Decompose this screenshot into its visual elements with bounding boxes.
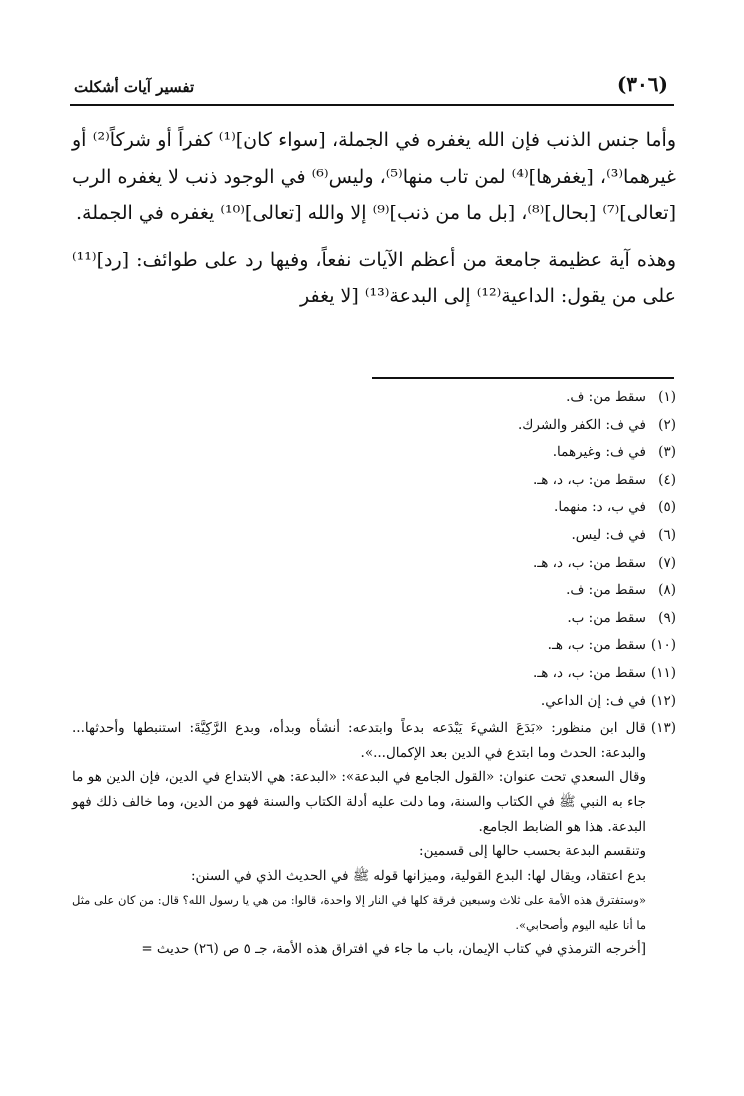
footnote-number: (٢) xyxy=(658,416,676,433)
footnote-text: في ب، د: منهما. xyxy=(554,499,646,516)
footnote-text: في ف: إن الداعي. xyxy=(540,692,646,709)
footnote-line: قال ابن منظور: «بَدَعَ الشيءَ يَبْدَعه بدعاً وابتدعه: أنشأه وبدأه، وبدع الرَّكِيَّةَ: استنبطها وأحدثها... والبدعة: الحدث وما ابتدع في الدين بعد الإكمال...». xyxy=(72,720,646,761)
footnote-number: (١) xyxy=(658,389,676,405)
footnote-text: سقط من: ف. xyxy=(566,582,646,599)
footnote xyxy=(72,688,676,716)
footnote-text: سقط من: ب، هـ. xyxy=(547,637,646,654)
footnote-number: (٦) xyxy=(658,526,676,543)
main-text xyxy=(72,122,676,315)
footnote xyxy=(72,467,676,495)
page-number: (٣٠٦) xyxy=(616,72,668,96)
footnote-text: في ف: ليس. xyxy=(571,526,646,543)
footnote-number: (٨) xyxy=(658,582,676,599)
footnote-number: (٥) xyxy=(658,499,676,516)
paragraph: وهذه آية عظيمة جامعة من أعظم الآيات نفعاً، وفيها رد على طوائف: [رد]⁽¹¹⁾ على من يقول: الداعية⁽¹²⁾ إلى البدعة⁽¹³⁾ [لا يغفر xyxy=(72,248,676,307)
footnote-number: (٧) xyxy=(658,554,676,571)
footnote-line: «وستفترق هذه الأمة على ثلاث وسبعين فرقة كلها في النار إلا واحدة، قالوا: من هي يا رسول الله؟ قال: من كان على مثل ما أنا عليه اليوم وأصحابي». xyxy=(72,893,646,932)
footnote-text: سقط من: ب. xyxy=(567,609,646,626)
footnote-number: (٤) xyxy=(658,471,676,488)
footnote xyxy=(72,605,676,633)
footnote-number: (٩) xyxy=(658,609,676,626)
footnote-text: سقط من: ب، د، هـ. xyxy=(533,471,646,488)
footnote xyxy=(72,494,676,522)
footnote-text: سقط من: ب، د، هـ. xyxy=(533,664,646,681)
footnote-number: (١٠) xyxy=(650,637,676,654)
footnote-text: في ف: وغيرهما. xyxy=(552,444,646,461)
running-title: تفسير آيات أشكلت xyxy=(74,78,195,96)
footnote xyxy=(72,577,676,605)
footnote-line: بدع اعتقاد، ويقال لها: البدع القولية، وميزانها قوله ﷺ في الحديث الذي في السنن: xyxy=(190,867,646,884)
footnote-separator xyxy=(372,377,674,379)
footnote-number: (٣) xyxy=(658,444,676,461)
footnote-number: (١٢) xyxy=(650,692,676,709)
footnote-line: [أخرجه الترمذي في كتاب الإيمان، باب ما جاء في افتراق هذه الأمة، جـ ٥ ص (٢٦) حديث = xyxy=(141,941,646,958)
footnote xyxy=(72,522,676,550)
footnote-number: (١١) xyxy=(650,664,676,681)
footnote xyxy=(72,439,676,467)
footnotes xyxy=(72,384,676,962)
footnote xyxy=(72,384,676,412)
footnote-line: وتنقسم البدعة بحسب حالها إلى قسمين: xyxy=(419,843,646,860)
footnote xyxy=(72,660,676,688)
paragraph: وأما جنس الذنب فإن الله يغفره في الجملة، [سواء كان]⁽¹⁾ كفراً أو شركاً⁽²⁾ أو غيرهما⁽³⁾، [يغفرها]⁽⁴⁾ لمن تاب منها⁽⁵⁾، وليس⁽⁶⁾ في الوجود ذنب لا يغفره الرب [تعالى]⁽⁷⁾ [بحال]⁽⁸⁾، [بل ما من ذنب]⁽⁹⁾ إلا والله [تعالى]⁽¹⁰⁾ يغفره في الجملة. xyxy=(72,129,676,224)
footnote xyxy=(72,715,676,962)
footnote-line: وقال السعدي تحت عنوان: «القول الجامع في البدعة»: «البدعة: هي الابتداع في الدين، فإن الدين هو ما جاء به النبي ﷺ في الكتاب والسنة، وما دلت عليه أدلة الكتاب والسنة فهو من الدين، وما خالف ذلك فهو البدعة. هذا هو الضابط الجامع. xyxy=(72,769,646,835)
footnote xyxy=(72,550,676,578)
page-header xyxy=(70,70,674,106)
footnote-text: في ف: الكفر والشرك. xyxy=(517,416,646,433)
footnote-number: (١٣) xyxy=(650,720,676,737)
footnote-text xyxy=(72,716,646,962)
footnote xyxy=(72,412,676,440)
footnote-text: سقط من: ف. xyxy=(566,389,646,405)
footnote-text: سقط من: ب، د، هـ. xyxy=(533,554,646,571)
footnote xyxy=(72,632,676,660)
